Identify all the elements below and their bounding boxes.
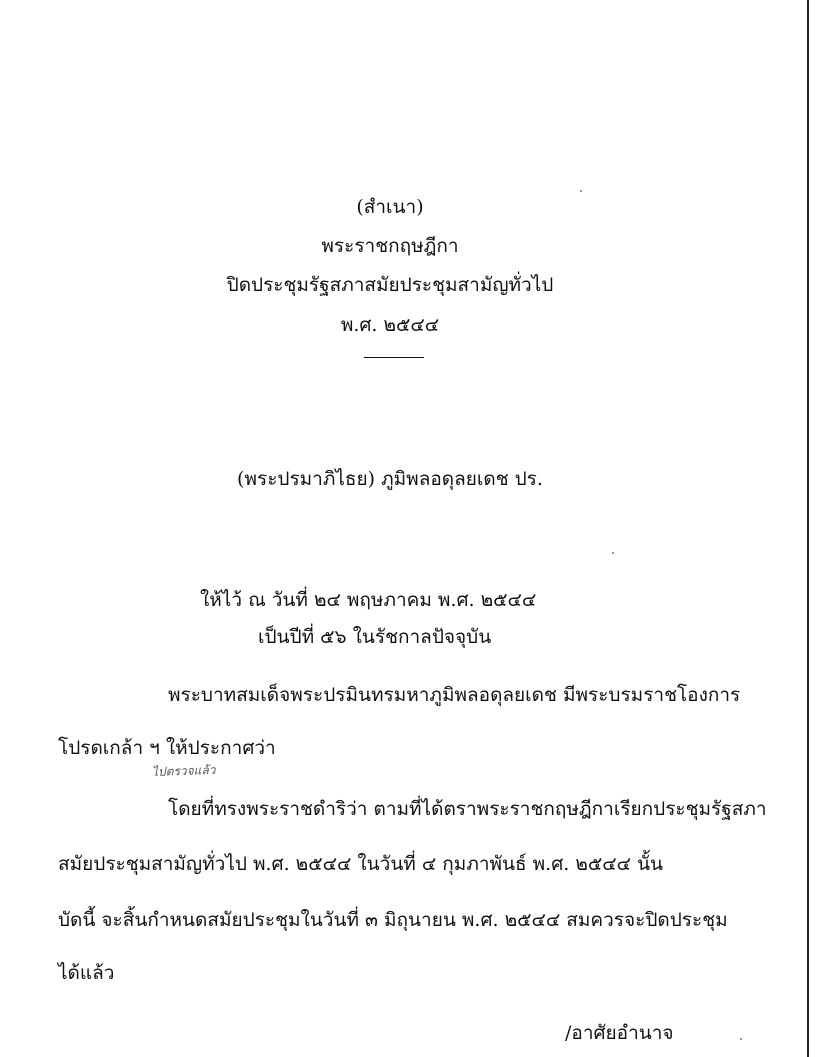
document-title: ปิดประชุมรัฐสภาสมัยประชุมสามัญทั่วไป: [226, 274, 554, 296]
paragraph-2-line-3: บัดนี้ จะสิ้นกำหนดสมัยประชุมในวันที่ ๓ มิถุนายน พ.ศ. ๒๕๔๔ สมควรจะปิดประชุม: [58, 909, 728, 931]
paragraph-1-line-2: โปรดเกล้า ฯ ให้ประกาศว่า: [58, 737, 276, 759]
paragraph-2-line-1: โดยที่ทรงพระราชดำริว่า ตามที่ได้ตราพระราชกฤษฎีกาเรียกประชุมรัฐสภา: [168, 798, 767, 820]
paragraph-1-line-1: พระบาทสมเด็จพระปรมินทรมหาภูมิพลอดุลยเดช มีพระบรมราชโองการ: [168, 684, 741, 706]
scan-speck: [580, 190, 582, 192]
title-underline: [364, 357, 424, 358]
page-edge: [807, 0, 809, 1057]
paragraph-2-line-2: สมัยประชุมสามัญทั่วไป พ.ศ. ๒๕๔๔ ในวันที่ ๔ กุมภาพันธ์ พ.ศ. ๒๕๔๔ นั้น: [58, 853, 664, 875]
reign-year: เป็นปีที่ ๕๖ ในรัชกาลปัจจุบัน: [258, 626, 492, 648]
royal-signature: (พระปรมาภิไธย) ภูมิพลอดุลยเดช ปร.: [237, 468, 543, 490]
given-date: ให้ไว้ ณ วันที่ ๒๔ พฤษภาคม พ.ศ. ๒๕๔๔: [200, 589, 537, 611]
document-year: พ.ศ. ๒๕๔๔: [340, 314, 440, 336]
continuation-marker: /อาศัยอำนาจ: [565, 1022, 674, 1044]
copy-mark: (สำเนา): [356, 196, 424, 218]
scan-speck: [612, 552, 614, 554]
document-type: พระราชกฤษฎีกา: [321, 235, 459, 257]
scan-speck: [740, 1038, 742, 1040]
handwritten-note: ไปตรวจแล้ว: [151, 762, 216, 780]
paragraph-2-line-4: ได้แล้ว: [58, 962, 115, 984]
